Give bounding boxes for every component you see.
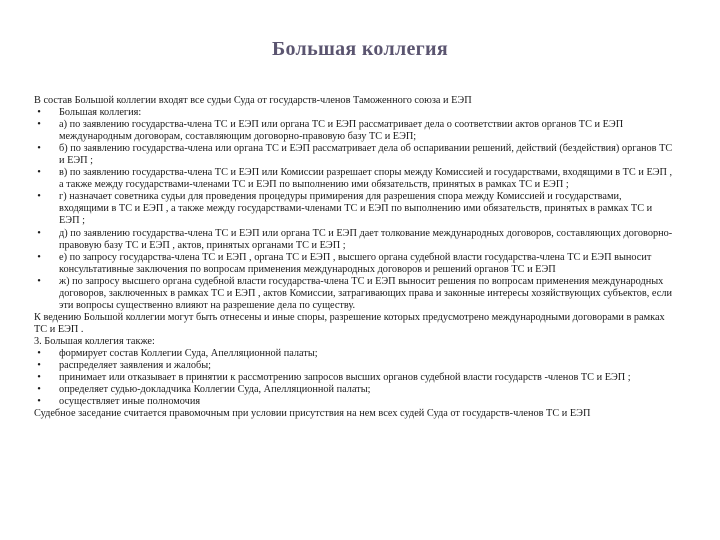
intro-text: В состав Большой коллегии входят все судьи Суда от государств-членов Таможенного союза и ЕЭП — [34, 95, 472, 106]
list-item — [34, 143, 674, 167]
bullet-list-powers — [34, 107, 674, 312]
list-item-text: распределяет заявления и жалобы; — [59, 360, 212, 372]
bullet-icon: • — [37, 360, 41, 372]
bullet-icon: • — [37, 119, 41, 131]
bullet-icon: • — [37, 107, 41, 119]
bullet-icon: • — [37, 167, 41, 179]
list-item-text: ж) по запросу высшего органа судебной власти государства-члена ТС и ЕЭП выносит решения по вопросам применения международных договоров, заключенных в рамках ТС и ЕЭП , актов Комиссии, затрагивающих права и законные интересы хозяйствующих субъектов, если эти вопросы существенно влияют на разрешение дела по существу. — [59, 275, 672, 311]
list-item — [34, 107, 674, 119]
list-item-text: е) по запросу государства-члена ТС и ЕЭП , органа ТС и ЕЭП , высшего органа судебной власти государства-члена ТС и ЕЭП выносит консультативные заключения по вопросам применения международных договоров и решений органов ТС и ЕЭП — [59, 251, 652, 275]
list-item — [34, 167, 674, 191]
other-disputes-text — [34, 312, 674, 336]
slide-title: Большая коллегия — [271, 38, 448, 60]
list-item — [34, 191, 674, 227]
bullet-icon: • — [37, 384, 41, 396]
section-3-heading: 3. Большая коллегия также: — [34, 335, 155, 347]
bullet-icon: • — [37, 227, 41, 239]
bullet-icon: • — [37, 347, 41, 359]
list-item-text: г) назначает советника судьи для проведения процедуры примирения для разрешения спора между Комиссией и государствами, входящими в ТС и ЕЭП , а также между государствами-членами ТС и ЕЭП по выполнению ими обязательств, принятых в рамках ТС и ЕЭП ; — [59, 191, 653, 227]
list-item — [34, 384, 674, 396]
list-item — [34, 228, 674, 252]
quorum-text: Судебное заседание считается правомочным при условии присутствия на нем всех судей Суда от государств-членов ТС и ЕЭП — [34, 408, 591, 420]
bullet-icon: • — [37, 275, 41, 287]
list-item-text: определяет судью-докладчика Коллегии Суда, Апелляционной палаты; — [59, 384, 371, 396]
list-item — [34, 372, 674, 384]
list-item-text: осуществляет иные полномочия — [59, 396, 201, 408]
bullet-list-also — [34, 348, 674, 408]
list-item-text: а) по заявлению государства-члена ТС и ЕЭП или органа ТС и ЕЭП рассматривает дела о соответствии актов органов ТС и ЕЭП международным договорам, составляющим договорно-правовую базу ТС и ЕЭП; — [59, 119, 624, 143]
list-item-text: в) по заявлению государства-члена ТС и ЕЭП или Комиссии разрешает споры между Комиссией и государствами, входящими в ТС и ЕЭП , а также между государствами-членами ТС и ЕЭП по выполнению ими обязательств, принятых в рамках ТС и ЕЭП ; — [59, 167, 673, 191]
list-item-text: Большая коллегия: — [59, 107, 142, 119]
bullet-icon: • — [37, 191, 41, 203]
list-item — [34, 252, 674, 276]
list-item — [34, 396, 674, 408]
list-item — [34, 360, 674, 372]
bullet-icon: • — [37, 143, 41, 155]
list-item — [34, 348, 674, 360]
other-disputes-content: К ведению Большой коллегии могут быть отнесены и иные споры, разрешение которых предусмотрено международными договорами в рамках ТС и ЕЭП . — [34, 311, 665, 335]
list-item-text: формирует состав Коллегии Суда, Апелляционной палаты; — [59, 347, 318, 359]
bullet-icon: • — [37, 251, 41, 263]
list-item — [34, 119, 674, 143]
bullet-icon: • — [37, 396, 41, 408]
bullet-icon: • — [37, 372, 41, 384]
list-item-text: д) по заявлению государства-члена ТС и ЕЭП или органа ТС и ЕЭП дает толкование международных договоров, составляющих договорно-правовую базу ТС и ЕЭП , актов, принятых органами ТС и ЕЭП ; — [59, 227, 673, 251]
list-item-text: принимает или отказывает в принятии к рассмотрению запросов высших органов судебной власти государств -членов ТС и ЕЭП ; — [59, 372, 631, 384]
slide-body — [34, 95, 674, 420]
list-item — [34, 276, 674, 312]
list-item-text: б) по заявлению государства-члена или органа ТС и ЕЭП рассматривает дела об оспаривании решений, действий (бездействия) органов ТС и ЕЭП ; — [59, 143, 673, 167]
